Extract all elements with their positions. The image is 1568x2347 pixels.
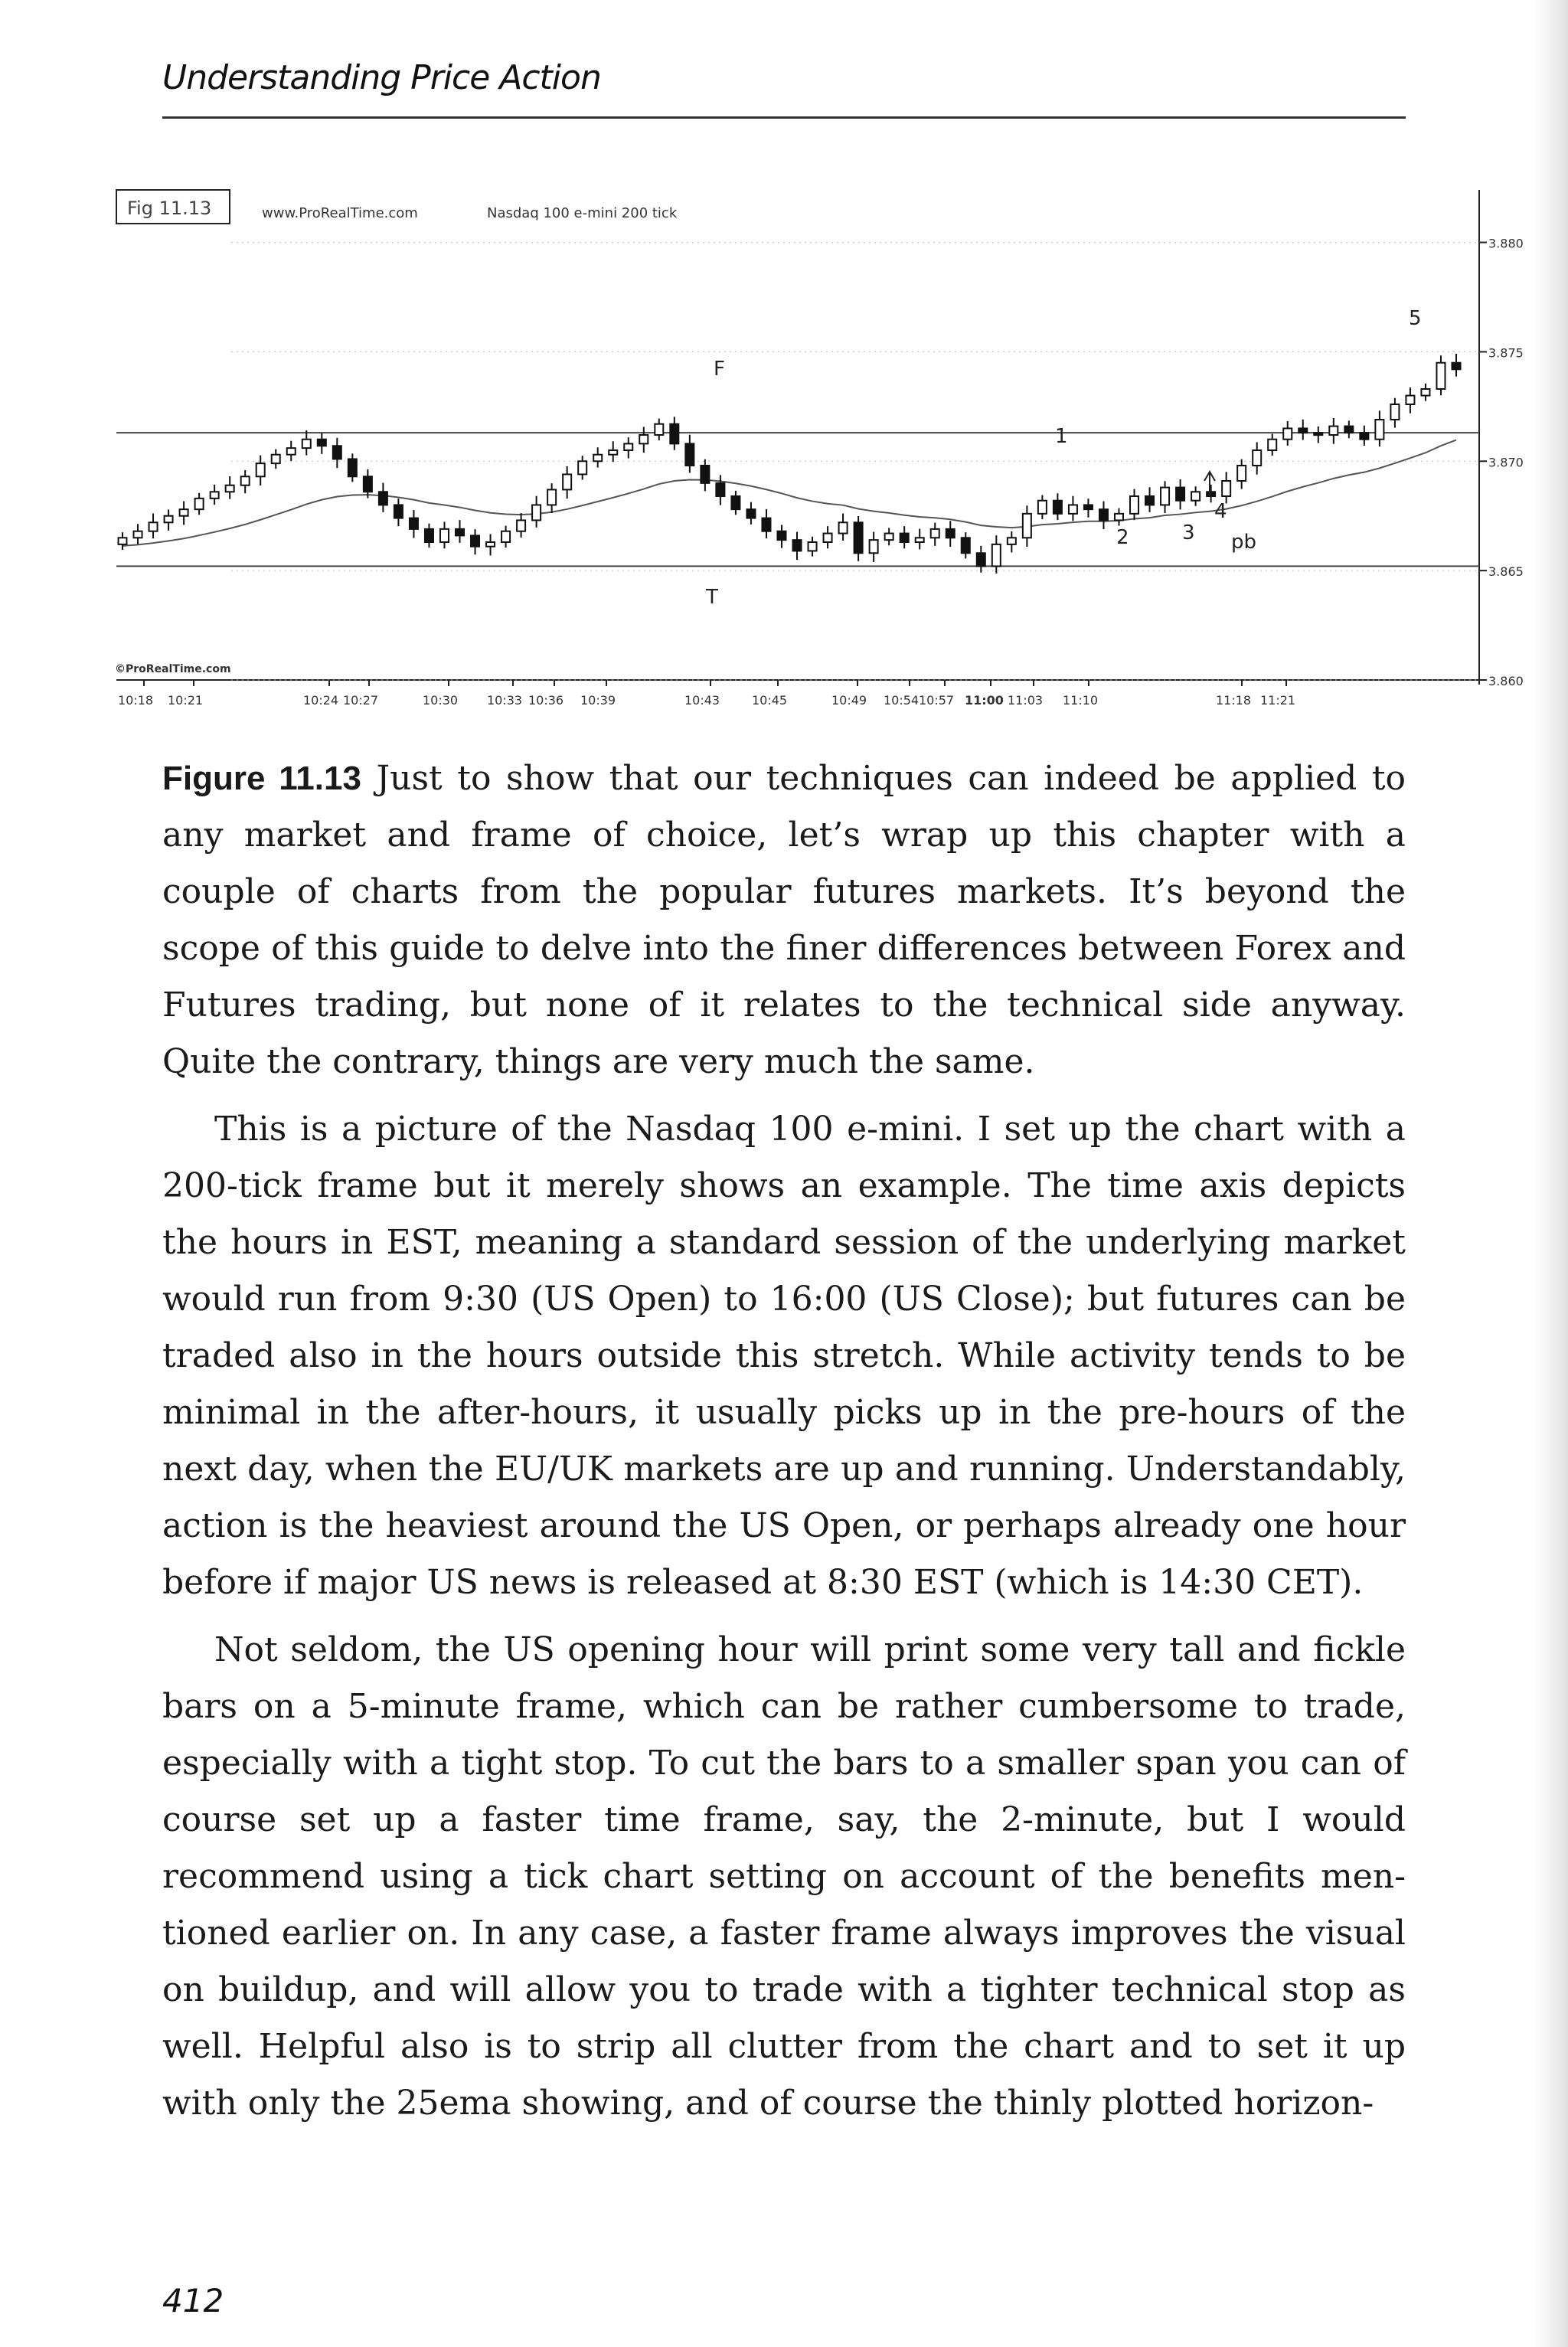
candle-up xyxy=(1283,428,1292,439)
candle-up xyxy=(639,435,648,443)
candle-down xyxy=(962,538,970,553)
candle-up xyxy=(578,461,586,474)
candlestick-chart xyxy=(115,190,1524,726)
paragraph-2: Not seldom, the US opening hour will print some very tall and fickle bars on a 5-minute frame, which can be rather cumbersome to trade, especially with a tight stop. To cut the bars to a smaller span you can of course set up a faster time frame, say, the 2-minute, but I would recommend using a tick chart setting on account of the benefits mentioned earlier on. In any case, a faster frame always improves the visual on buildup, and will allow you to trade with a tighter technical stop as well. Helpful also is to strip all clutter from the chart and to set it up with only the 25ema showing, and of course the thinly plotted horizon- xyxy=(162,1630,1406,2123)
candle-down xyxy=(1298,428,1307,433)
candle-up xyxy=(593,455,602,462)
x-axis xyxy=(118,680,1295,708)
candle-up xyxy=(195,498,204,509)
candle-up xyxy=(1008,538,1016,544)
paragraph-1: This is a picture of the Nasdaq 100 e-mini. I set up the chart with a 200-tick frame but it merely shows an example. The time axis depicts the hours in EST, meaning a standard session of the underlying market would run from 9:30 (US Open) to 16:00 (US Close); but futures can be traded also in the hours outside this stretch. While activity tends to be minimal in the after-hours, it usually picks up in the pre-hours of the next day, when the EU/UK markets are up and running. Understandably, action is the heaviest around the US Open, or perhaps already one hour before if major US news is released at 8:30 EST (which is 14:30 CET). xyxy=(162,1110,1406,1602)
x-tick-label: 11:21 xyxy=(1260,693,1296,708)
running-head: Understanding Price Action xyxy=(162,58,601,97)
candle-down xyxy=(1176,488,1184,501)
x-tick-label: 10:18 xyxy=(118,693,154,708)
x-tick-label: 11:10 xyxy=(1063,693,1099,708)
candle-up xyxy=(931,529,939,538)
x-tick-label: 11:03 xyxy=(1008,693,1044,708)
candle-up xyxy=(1069,505,1077,513)
candle-up xyxy=(1390,404,1399,420)
chart-frame xyxy=(116,190,1479,685)
candle-up xyxy=(1023,514,1031,538)
candle-up xyxy=(149,522,158,531)
candle-up xyxy=(624,443,632,450)
candle-down xyxy=(1084,505,1093,509)
candle-up xyxy=(118,538,126,544)
candle-up xyxy=(609,450,617,455)
candle-up xyxy=(547,489,556,505)
x-tick-label: 10:33 xyxy=(487,693,523,708)
candle-up xyxy=(824,534,832,542)
candle-down xyxy=(379,492,387,505)
candle-down xyxy=(1207,492,1215,496)
x-tick-label: 10:54 xyxy=(884,693,920,708)
candle-down xyxy=(854,522,863,553)
candle-down xyxy=(1054,501,1062,514)
y-tick-label: 3.880 xyxy=(1488,236,1524,251)
candle-down xyxy=(685,443,694,466)
candle-down xyxy=(977,553,985,566)
annotation-label: F xyxy=(714,358,725,381)
figure-caption xyxy=(162,750,1406,1090)
candle-up xyxy=(1130,496,1138,514)
chart-watermark: ©ProRealTime.com xyxy=(115,663,231,675)
fig-tag: Fig 11.13 xyxy=(127,198,212,219)
candle-up xyxy=(992,544,1001,567)
candle-up xyxy=(1038,501,1047,514)
annotation-label: 4 xyxy=(1214,500,1227,523)
candle-up xyxy=(839,522,848,533)
annotation-label: 1 xyxy=(1055,425,1068,448)
candle-up xyxy=(226,485,234,492)
page-edge-shadow xyxy=(1534,0,1568,2347)
y-tick-label: 3.860 xyxy=(1488,674,1524,688)
candle-down xyxy=(1099,509,1108,520)
chart-source: www.ProRealTime.com xyxy=(262,205,418,221)
chart-grid xyxy=(231,243,1479,680)
candle-up xyxy=(272,455,280,463)
y-tick-label: 3.865 xyxy=(1488,564,1524,580)
page-number: 412 xyxy=(162,2282,224,2319)
annotation-label: 2 xyxy=(1116,526,1129,549)
candle-down xyxy=(364,476,372,492)
candle-up xyxy=(440,529,449,542)
candle-up xyxy=(1268,440,1276,450)
candle-down xyxy=(1344,427,1353,433)
candle-down xyxy=(716,483,724,496)
candle-down xyxy=(1145,496,1154,505)
caption-label: Figure 11.13 xyxy=(162,760,361,797)
candle-up xyxy=(1115,514,1123,521)
caption-text: Just to show that our techniques can indeed be applied to any market and frame of choice, let’s wrap up this chapter with a couple of charts from the popular futures markets. It’s beyond the scope of this guide to delve into the finer differences between Forex and Futures trading, but none of it relates to the technical side anyway. Quite the contrary, things are very much the same. xyxy=(162,759,1406,1081)
candle-up xyxy=(808,542,817,551)
x-tick-label: 10:27 xyxy=(343,693,379,708)
x-tick-label: 10:49 xyxy=(831,693,867,708)
candle-down xyxy=(318,440,326,446)
y-tick-label: 3.870 xyxy=(1488,455,1524,470)
body-text xyxy=(162,750,1406,2132)
annotation-label: pb xyxy=(1231,531,1257,554)
candle-down xyxy=(471,535,479,546)
x-tick-label: 10:43 xyxy=(684,693,720,708)
annotation-label: 3 xyxy=(1182,521,1195,544)
candles-layer xyxy=(118,354,1460,574)
candle-up xyxy=(1253,450,1261,466)
candle-up xyxy=(287,448,296,455)
candle-up xyxy=(885,534,893,541)
candle-down xyxy=(333,446,341,459)
candle-down xyxy=(348,459,357,476)
candle-up xyxy=(134,531,142,538)
candle-down xyxy=(900,534,909,542)
annotation-layer xyxy=(705,307,1422,609)
y-axis xyxy=(1479,237,1524,688)
annotation-label: 5 xyxy=(1409,307,1422,330)
candle-up xyxy=(1329,427,1338,435)
candle-down xyxy=(701,466,709,483)
candle-up xyxy=(1436,363,1445,389)
candle-down xyxy=(1360,433,1368,440)
x-tick-label: 11:18 xyxy=(1216,693,1252,708)
candle-up xyxy=(532,505,541,520)
candle-down xyxy=(762,518,770,531)
candle-up xyxy=(165,516,173,523)
candle-up xyxy=(302,440,311,448)
candle-down xyxy=(793,540,802,551)
candle-up xyxy=(655,424,663,435)
candle-up xyxy=(517,520,525,531)
x-tick-label: 10:30 xyxy=(423,693,459,708)
candle-up xyxy=(1161,488,1169,505)
candle-down xyxy=(670,424,678,444)
candle-up xyxy=(1375,420,1383,440)
candle-down xyxy=(425,529,433,542)
candle-down xyxy=(1452,363,1460,370)
candle-up xyxy=(916,538,924,542)
candle-up xyxy=(180,509,188,516)
y-tick-label: 3.875 xyxy=(1488,345,1524,361)
candle-up xyxy=(563,474,571,489)
candle-down xyxy=(777,531,786,540)
candle-up xyxy=(1237,466,1246,481)
candle-down xyxy=(731,496,740,509)
candle-down xyxy=(746,509,755,518)
x-tick-label: 10:39 xyxy=(580,693,616,708)
annotation-label: T xyxy=(706,586,718,609)
candle-up xyxy=(256,463,265,476)
candle-up xyxy=(1421,389,1429,396)
x-tick-label: 10:57 xyxy=(919,693,955,708)
candle-down xyxy=(456,529,464,536)
candle-down xyxy=(394,505,403,518)
x-tick-label: 11:00 xyxy=(965,693,1004,708)
candle-down xyxy=(410,518,418,529)
candle-up xyxy=(1191,492,1200,500)
header-rule xyxy=(162,116,1406,119)
candle-up xyxy=(486,542,495,547)
candle-up xyxy=(241,476,250,485)
candle-up xyxy=(211,492,219,498)
candle-up xyxy=(870,540,878,553)
figure-11-13 xyxy=(115,190,1524,726)
x-tick-label: 10:21 xyxy=(168,693,204,708)
x-tick-label: 10:24 xyxy=(303,693,339,708)
chart-instrument: Nasdaq 100 e-mini 200 tick xyxy=(487,205,678,221)
candle-up xyxy=(501,531,510,542)
x-tick-label: 10:45 xyxy=(752,693,788,708)
candle-down xyxy=(946,529,955,538)
candle-up xyxy=(1406,396,1414,404)
candle-down xyxy=(1314,433,1322,435)
candle-up xyxy=(1222,481,1230,496)
x-tick-label: 10:36 xyxy=(528,693,564,708)
